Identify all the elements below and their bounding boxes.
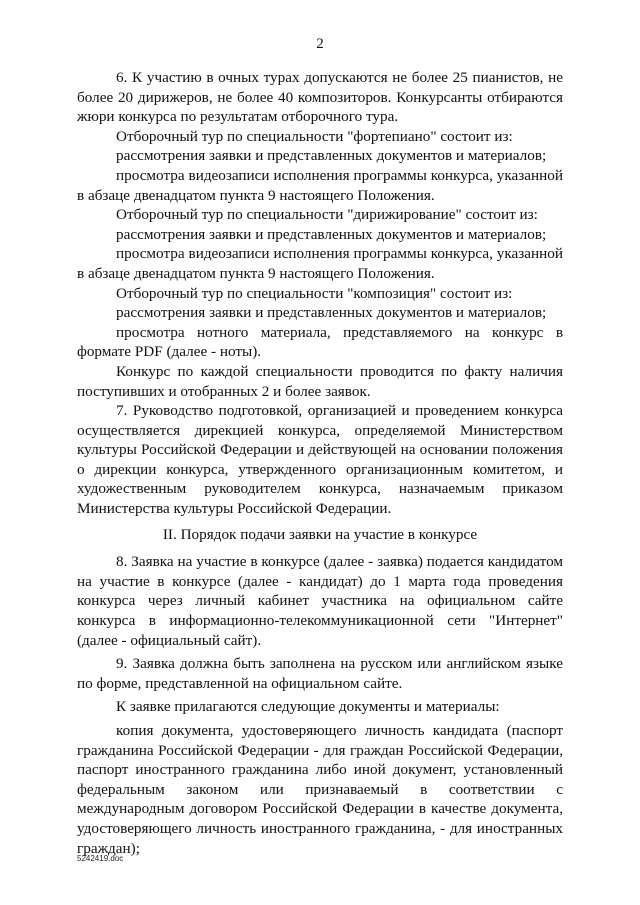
paragraph-conducting-review: рассмотрения заявки и представленных документов и материалов; <box>116 225 547 243</box>
paragraph-min-applications: Конкурс по каждой специальности проводится по факту наличия поступивших и отобранных 2 и более заявок. <box>77 362 563 400</box>
paragraph-conducting-tour: Отборочный тур по специальности "дирижирование" состоит из: <box>116 206 538 224</box>
paragraph-piano-tour: Отборочный тур по специальности "фортепиано" состоит из: <box>116 127 513 145</box>
paragraph-conducting-video: просмотра видеозаписи исполнения программы конкурса, указанной в абзаце двенадцатом пункта 9 настоящего Положения. <box>77 245 563 282</box>
paragraph-composition-notes: просмотра нотного материала, представляемого на конкурс в формате PDF (далее - ноты). <box>77 323 563 361</box>
document-body <box>77 68 563 858</box>
paragraph-7: 7. Руководство подготовкой, организацией и проведением конкурса осуществляется дирекцией конкурса, определяемой Министерством культуры Российской Федерации и действующей на основании положения о дирекции конкурса, утвержденного организационным комитетом, и художественным руководителем конкурса, назначаемым приказом Министерства культуры Российской Федерации. <box>77 402 563 518</box>
paragraph-id-copy: копия документа, удостоверяющего личность кандидата (паспорт гражданина Российской Федерации - для граждан Российской Федерации, паспорт иностранного гражданина либо иной документ, установленный федеральным законом или признаваемый в соответствии с международным договором Российской Федерации в качестве документа, удостоверяющего личность иностранного гражданина, - для иностранных граждан); <box>77 722 563 857</box>
section-heading: II. Порядок подачи заявки на участие в конкурсе <box>162 525 478 543</box>
paragraph-attachments: К заявке прилагаются следующие документы и материалы: <box>116 698 500 716</box>
paragraph-piano-video: просмотра видеозаписи исполнения программы конкурса, указанной в абзаце двенадцатом пункта 9 настоящего Положения. <box>77 166 563 204</box>
paragraph-8: 8. Заявка на участие в конкурсе (далее - заявка) подается кандидатом на участие в конкурсе (далее - кандидат) до 1 марта года проведения конкурса через личный кабинет участника на официальном сайте конкурса в информационно-телекоммуникационной сети "Интернет" (далее - официальный сайт). <box>77 553 563 649</box>
paragraph-6: 6. К участию в очных турах допускаются не более 25 пианистов, не более 20 дирижеров, не более 40 композиторов. Конкурсанты отбираются жюри конкурса по результатам отборочного тура. <box>77 69 563 126</box>
page-number: 2 <box>316 36 324 52</box>
paragraph-9: 9. Заявка должна быть заполнена на русском или английском языке по форме, представленной на официальном сайте. <box>77 655 563 692</box>
footer-filename: 5242419.doc <box>77 854 124 863</box>
paragraph-composition-tour: Отборочный тур по специальности "композиция" состоит из: <box>116 284 513 302</box>
paragraph-composition-review: рассмотрения заявки и представленных документов и материалов; <box>116 304 547 322</box>
paragraph-piano-review: рассмотрения заявки и представленных документов и материалов; <box>116 147 547 165</box>
